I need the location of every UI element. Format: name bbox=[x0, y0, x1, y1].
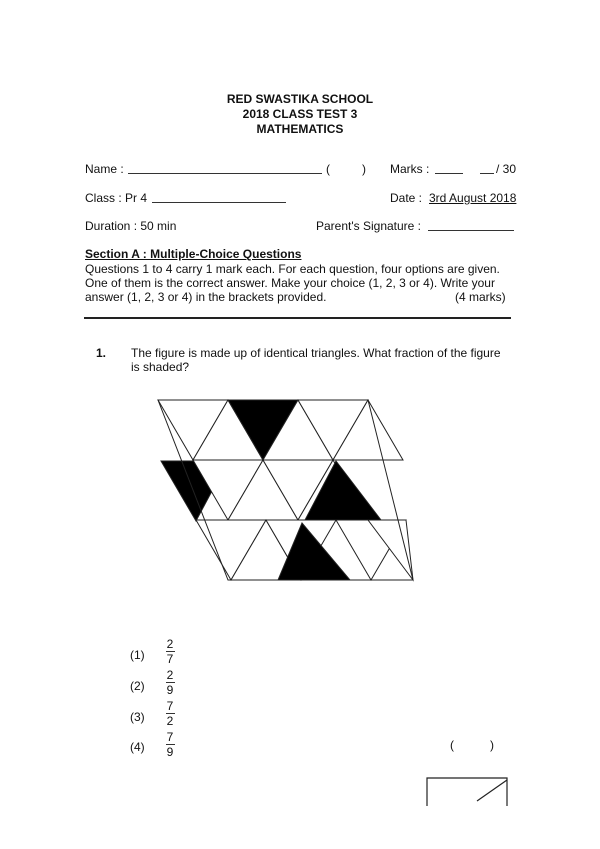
section-instructions-1: Questions 1 to 4 carry 1 mark each. For each question, four options are given. bbox=[85, 262, 500, 276]
date-label: Date : bbox=[390, 191, 423, 205]
option-1-denominator: 7 bbox=[166, 652, 174, 666]
option-3-numerator: 7 bbox=[166, 699, 174, 713]
section-divider bbox=[84, 317, 511, 319]
marks-label: Marks : bbox=[390, 162, 430, 176]
option-3-denominator: 2 bbox=[166, 714, 174, 728]
class-field[interactable] bbox=[152, 202, 286, 203]
option-2-fraction bbox=[162, 669, 178, 696]
signature-label: Parent's Signature : bbox=[316, 219, 422, 233]
triangle-figure bbox=[120, 390, 430, 590]
option-1-label: (1) bbox=[130, 648, 145, 662]
option-1-numerator: 2 bbox=[166, 637, 174, 651]
section-instructions-2: One of them is the correct answer. Make your choice (1, 2, 3 or 4). Write your bbox=[85, 276, 495, 290]
signature-field[interactable] bbox=[428, 230, 514, 231]
option-4-denominator: 9 bbox=[166, 745, 174, 759]
option-2-label: (2) bbox=[130, 679, 145, 693]
option-4-label: (4) bbox=[130, 740, 145, 754]
question-text-2: is shaded? bbox=[131, 360, 190, 374]
section-title: Section A : Multiple-Choice Questions bbox=[85, 247, 302, 261]
name-field[interactable] bbox=[128, 173, 322, 174]
question-number: 1. bbox=[96, 346, 107, 360]
index-paren-open: ( bbox=[326, 162, 330, 176]
option-2-numerator: 2 bbox=[166, 668, 174, 682]
section-marks: (4 marks) bbox=[455, 290, 506, 304]
marks-field-b[interactable] bbox=[480, 173, 494, 174]
question-text-1: The figure is made up of identical triangles. What fraction of the figure bbox=[131, 346, 501, 360]
option-3-label: (3) bbox=[130, 710, 145, 724]
date-value: 3rd August 2018 bbox=[429, 191, 517, 205]
marks-field-a[interactable] bbox=[435, 173, 463, 174]
school-name: RED SWASTIKA SCHOOL bbox=[226, 92, 374, 106]
section-instructions-3: answer (1, 2, 3 or 4) in the brackets provided. bbox=[85, 290, 327, 304]
option-4-fraction bbox=[162, 731, 178, 758]
name-label: Name : bbox=[85, 162, 124, 176]
class-label: Class : Pr 4 bbox=[85, 191, 148, 205]
option-2-denominator: 9 bbox=[166, 683, 174, 697]
subject-title: MATHEMATICS bbox=[256, 122, 344, 136]
answer-paren-close: ) bbox=[490, 738, 494, 752]
marks-box bbox=[425, 776, 510, 806]
option-3-fraction bbox=[162, 700, 178, 727]
option-4-numerator: 7 bbox=[166, 730, 174, 744]
option-1-fraction bbox=[162, 638, 178, 665]
marks-total: / 30 bbox=[496, 162, 517, 176]
answer-paren-open: ( bbox=[450, 738, 454, 752]
duration-label: Duration : 50 min bbox=[85, 219, 177, 233]
index-paren-close: ) bbox=[362, 162, 366, 176]
test-title: 2018 CLASS TEST 3 bbox=[242, 107, 358, 121]
answer-field[interactable] bbox=[470, 740, 486, 754]
